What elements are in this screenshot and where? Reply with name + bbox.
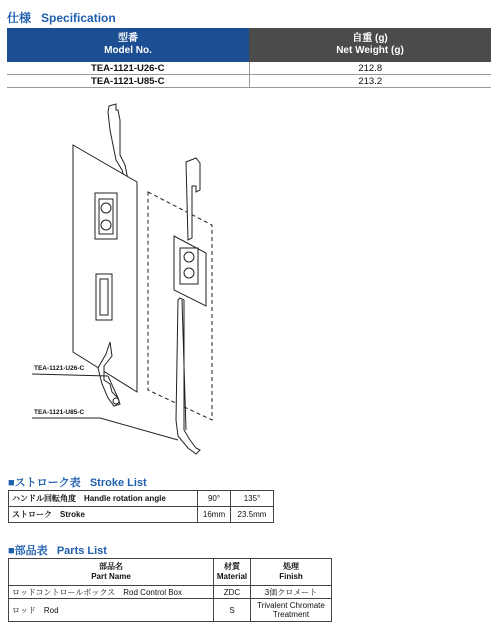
- stroke-heading: [8, 474, 147, 490]
- spec-model-cell: TEA-1121-U26-C: [7, 62, 249, 75]
- parts-col-material-en: Material: [216, 572, 248, 581]
- callout-leader-1: [32, 374, 108, 376]
- stroke-table: [8, 490, 274, 523]
- stroke-heading-jp: ■ストローク表: [8, 477, 81, 489]
- parts-col-name-jp: 部品名: [99, 562, 123, 571]
- stroke-row1-v2: 135°: [231, 491, 274, 507]
- spec-heading-jp: 仕様: [7, 11, 32, 25]
- parts-col-finish-jp: 処理: [283, 562, 299, 571]
- stroke-row2-v2: 23.5mm: [231, 507, 274, 523]
- parts-row1-name: ロッドコントロールボックス Rod Control Box: [9, 586, 214, 599]
- stroke-row1-v1: 90°: [198, 491, 231, 507]
- parts-col-name-en: Part Name: [91, 572, 131, 581]
- parts-row2-material: S: [214, 599, 251, 622]
- parts-heading: [8, 542, 107, 558]
- callout-label-u85: TEA-1121-U85-C: [34, 409, 85, 416]
- parts-col-finish-en: Finish: [279, 572, 303, 581]
- parts-col-name: [9, 559, 214, 586]
- stroke-row2-label: ストローク Stroke: [9, 507, 198, 523]
- callout-label-u26: TEA-1121-U26-C: [34, 365, 85, 372]
- parts-heading-en: Parts List: [56, 545, 107, 557]
- spec-col-model-jp: 型番: [118, 33, 138, 44]
- spec-weight-cell: 213.2: [249, 75, 491, 88]
- parts-heading-jp: ■部品表: [8, 545, 48, 557]
- parts-row2-name: ロッド Rod: [9, 599, 214, 622]
- stroke-heading-en: Stroke List: [89, 477, 147, 489]
- parts-row2-finish: Trivalent Chromate Treatment: [251, 599, 332, 622]
- stroke-row2-v1: 16mm: [198, 507, 231, 523]
- spec-weight-cell: 212.8: [249, 62, 491, 75]
- table-row: [9, 507, 274, 523]
- parts-col-finish: [251, 559, 332, 586]
- spec-col-weight-en: Net Weight (g): [336, 45, 404, 56]
- rod-bottom-right: [176, 298, 200, 454]
- parts-row1-material: ZDC: [214, 586, 251, 599]
- parts-table: [8, 558, 332, 622]
- parts-col-material: [214, 559, 251, 586]
- table-row: [9, 599, 332, 622]
- parts-row1-finish: 3価クロメート: [251, 586, 332, 599]
- parts-col-material-jp: 材質: [224, 562, 240, 571]
- spec-col-weight-jp: 自重 (g): [352, 33, 388, 44]
- spec-model-cell: TEA-1121-U85-C: [7, 75, 249, 88]
- rod-right: [186, 158, 200, 240]
- stroke-row1-label: ハンドル回転角度 Handle rotation angle: [9, 491, 198, 507]
- spec-heading-en: Specification: [41, 11, 116, 25]
- table-row: [9, 586, 332, 599]
- spec-col-model-en: Model No.: [104, 45, 152, 56]
- handle-slot: [96, 274, 112, 320]
- lock-block: [95, 193, 117, 239]
- table-row: [9, 491, 274, 507]
- control-box: [174, 236, 206, 306]
